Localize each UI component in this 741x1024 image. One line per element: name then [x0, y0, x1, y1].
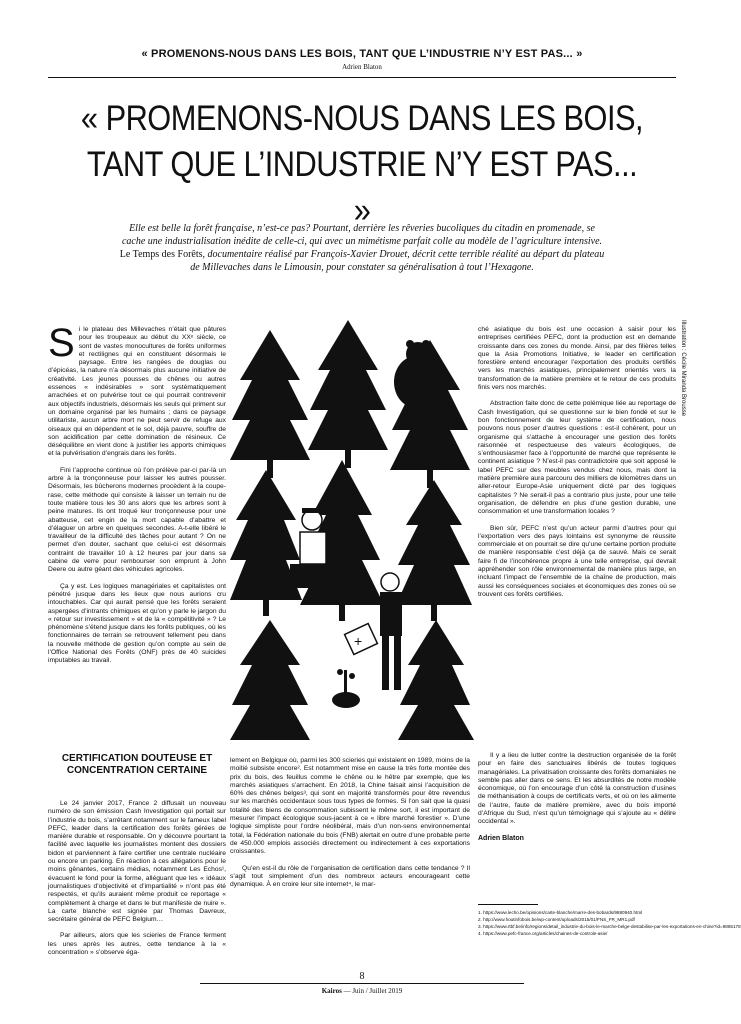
pine-tree-icon	[398, 620, 474, 740]
article-lead	[118, 222, 606, 274]
column-1-bottom	[48, 800, 226, 962]
footnotes-rule	[478, 904, 538, 905]
pine-tree-icon	[308, 320, 388, 468]
paragraph: Ça y est. Les logiques managériales et capitalistes ont pénétré jusque dans les lieux que nous aurions cru intouchables. Car qui aurait pensé que les forêts seraient aspergées d’intrants chimiques et qu’on y parle le jargon du « retour sur investissement » et de la « compétitivité » ? Le phénomène s’étend jusque dans les forêts publiques, où les fonctionnaires de terrain se retrouvent tellement peu dans la nouvelle méthode de gestion qu’on compte au sein de l’Office National des Forêts (ONF) près de 40 suicides imputables au travail.	[48, 582, 226, 665]
paragraph: lement en Belgique où, parmi les 300 scieries qui existaient en 1989, moins de la moitié subsiste encore². Est notamment mise en cause la très forte montée des prix du bois, des feuillus comme le chêne ou le hêtre par exemple, que les marchés asiatiques s’arrachent. En 2018, la Chine faisait ainsi l’acquisition de 60% des chênes belges³, qui sont en majorité transformés pour être revendus sur les marchés occidentaux sous tous types de formes. Si l’on sait que la quasi totalité des biens de consommation subissent le même sort, il est important de mesurer l’impact écologique sous-jacent à ce « libre marché forestier ». D’une logique simpliste pour l’ordre néolibéral, mais d’un non-sens environnemental total, la Fédération nationale du bois (FNB) alertait en outre d’une probable perte de 450.000 emplois associés directement ou indirectement à ces exportations croissantes.	[230, 757, 470, 856]
pine-tree-icon	[396, 480, 472, 621]
pine-tree-icon	[230, 620, 310, 740]
paragraph: Il y a lieu de lutter contre la destruction organisée de la forêt pour en faire des sanctuaires libérés de toutes logiques managériales. La privatisation croissante des forêts domaniales ne semble pas aller dans ce sens. Et les absurdités de notre modèle économique, où l’on encourage d’un côté la construction d’usines de méthanisation à coups de certificats verts, et où on les alimente de l’autre, faute de matière première, avec du bois importé d’Afrique du Sud, n’est qu’un témoignage qui s’ajoute au « délire occidental ».	[478, 752, 676, 826]
section-title: CERTIFICATION DOUTEUSE ET CONCENTRATION CERTAINE	[61, 753, 213, 776]
title-line-1: « PROMENONS-NOUS DANS LES BOIS,	[80, 99, 644, 138]
running-title: « PROMENONS-NOUS DANS LES BOIS, TANT QUE L’INDUSTRIE N’Y EST PAS... »	[141, 48, 583, 60]
footnote-item[interactable]: 2. http://www.houtinfobois.be/wp-content/uploads/2015/01/FNS_FR_MR1.pdf	[478, 917, 635, 922]
issue-date: — Juin / Juillet 2019	[341, 987, 403, 995]
pine-tree-icon	[230, 470, 302, 616]
drop-cap: S	[48, 321, 75, 365]
illustration-credit: Illustration : Cécile Miranda Brousse	[680, 320, 686, 417]
footer-rule	[200, 983, 524, 984]
sapling-icon	[332, 669, 360, 708]
footnote-item[interactable]: 3. https://www.rtbf.be/info/regions/detail_industrie-du-bois-le-marche-belge-destabilise-par-les-exportations-en-chine?id=9865178	[478, 924, 741, 929]
column-1-top	[48, 321, 226, 746]
column-3	[478, 326, 676, 746]
paragraph: Par ailleurs, alors que les scieries de France ferment les unes après les autres, cette tendance à la « concentration » s’observe éga-	[48, 932, 226, 957]
title-line-2: TANT QUE L’INDUSTRIE N’Y EST PAS... »	[86, 145, 638, 230]
paragraph: ché asiatique du bois est une occasion à saisir pour les entreprises certifiées PEFC, dont la production est en demande croissante dans ces zones du monde. Ainsi, par des filières telles que la Asia Promotions Initiative, le leader en certification forestière entend encourager l’exportation des produits certifiés vers les marchés asiatiques, principalement orientés vers la transformation de la matière première et le retour de ces produits finis vers nos marchés.	[478, 326, 676, 392]
author-signature: Adrien Blaton	[478, 834, 524, 842]
footnotes	[478, 909, 741, 937]
column-2-bottom	[230, 757, 470, 962]
paragraph: Le 24 janvier 2017, France 2 diffusait un nouveau numéro de son émission Cash Investigation qui portait sur l’industrie du bois, s’arrêtant notamment sur le fameux label PEFC, leader dans la certification des forêts gérées de manière durable et responsable. On y découvre pourtant la facilité avec laquelle les journalistes montent des dossiers bidon et parviennent à faire certifier une centrale nucléaire ou encore un parking. En réaction à ces allégations pour le moins gênantes, certains médias, notamment Les Echos¹, évacuent le fond pour la forme, alléguant que les « idéaux journalistiques d’objectivité et d’impartialité » n’ont pas été respectés, et qu’ils auraient même produit ce reportage « complètement à charge et dans le but manifeste de nuire ». La carte blanche est signée par Thomas Davreux, secrétaire général de PEFC Belgium…	[48, 800, 226, 924]
column-3-bottom	[478, 752, 676, 902]
paragraph: Abstraction faite donc de cette polémique liée au reportage de Cash Investigation, qui se questionne sur le bien fondé et sur le bon fonctionnement de leur système de certification, nous pouvons nous poser d’autres questions : est-il cohérent, pour un organisme qui s’attache à encourager une gestion des forêts raisonnée et respectueuse des valeurs écologiques, de s’enthousiasmer face à l’opportunité de marché que représente le continent asiatique ? N’est-il pas contradictoire que soit apposé le label PEFC sur des meubles vendus chez nous, mais dont la matière première aura parcouru des milliers de kilomètres dans un aller-retour Europe-Asie uniquement dicté par des logiques capitalistes ? Ne serait-il pas a contrario plus juste, pour une telle organisation, de défendre en plus d’une gestion durable, une consommation et une transformation locales ?	[478, 400, 676, 516]
running-author: Adrien Blaton	[342, 63, 382, 71]
header-rule	[48, 77, 676, 78]
footnote-item[interactable]: 1. https://www.lecho.be/opinions/carte-blanche/marre-des-bobards/9880940.html	[478, 910, 643, 915]
lead-film-title: Le Temps des Forêts,	[119, 249, 206, 260]
page-number: 8	[359, 971, 365, 982]
paragraph: Qu’en est-il du rôle de l’organisation de certification dans cette tendance ? Il s’agit tout simplement d’un des nombreux acteurs encourageant cette dynamique. À en croire leur site internet⁴, le mar-	[230, 864, 470, 889]
footnote-item[interactable]: 4. https://www.pefc-france.org/articles/chaines-de-controle-asie/	[478, 931, 608, 936]
lead-text-1: Elle est belle la forêt française, n’est-ce pas? Pourtant, derrière les rêveries bucoliques du citadin en promenade, se cache une industrialisation inédite de celle-ci, qui avec un mimétisme parfait colle au modèle de l’agriculture intensive.	[121, 223, 603, 247]
forest-illustration	[230, 320, 474, 750]
lead-text-2: documentaire réalisé par François-Xavier Drouet, décrit cette terrible réalité au départ du plateau de Millevaches dans le Limousin, pour constater sa généralisation à tout l’Hexagone.	[190, 249, 605, 273]
pine-tree-icon	[230, 330, 310, 478]
magazine-name: Kairos	[321, 987, 342, 995]
article-title	[79, 96, 646, 234]
paragraph: i le plateau des Millevaches n’était que pâtures pour les troupeaux au début du XXᵉ siècle, ce sont de vastes monocultures de forêts uniformes et rectilignes qui en constituent désormais le paysage. Entre les rangées de douglas ou d’épicéas, la nature n’a désormais plus aucune initiative de créativité. Les jeunes pousses de chênes ou autres essences « indésirables » sont systématiquement arrachées et on pulvérise tout ce qui pourrait contrevenir aux objectifs industriels, désormais les seuls qui priment sur un domaine organisé par les humains ; dans ce paysage utilitariste, aucun arbre mort ne peut servir de refuge aux oiseaux qui en dépendent et le sol, déjà pauvre, souffre de son acidification par cette domination de résineux. Ce déséquilibre en vient donc à justifier les apports chimiques et la pulvérisation d’engrais dans les forêts.	[48, 326, 226, 458]
footer-folio	[0, 987, 724, 995]
svg-text:+: +	[354, 633, 363, 649]
paragraph: Bien sûr, PEFC n’est qu’un acteur parmi d’autres pour qui l’exportation vers des pays lointains est synonyme de réussite commerciale et on pourrait se dire qu’une certaine portion produite de manière responsable c’est déjà ça de sauvé. Mais ce serait faire fi de l’incohérence propre à une telle entreprise, qui devrait appréhender son rôle environnemental de manière plus large, en incluant l’impact de l’ensemble de la chaîne de production, mais aussi les conséquences sociales et économiques des zones où se trouvent ces forêts certifiées.	[478, 524, 676, 598]
paragraph: Fini l’approche continue où l’on prélève par-ci par-là un arbre à la tronçonneuse pour laisser les autres pousser. Désormais, les bûcherons modernes procèdent à la coupe-rase, cette méthode qui consiste à laisser un terrain nu de toute matière tous les 30 ans alors que les arbres sont à peine matures. Ils ont troqué leur tronçonneuse pour une abatteuse, cet engin de la mort capable d’abattre et d’élaguer un arbre en quelques secondes. A-t-elle libéré le travailleur de la difficulté des tâches pour autant ? On ne permet d’en douter, sachant que celui-ci est désormais contraint de travailler 10 à 12 heures par jour dans sa cabine de verre pour rembourser son emprunt à John Deere ou autre géant des véhicules agricoles.	[48, 466, 226, 574]
